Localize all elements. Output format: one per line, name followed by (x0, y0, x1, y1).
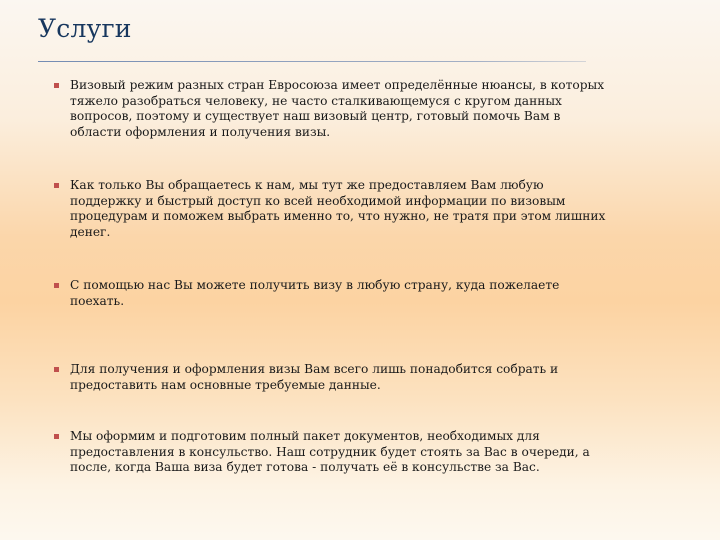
square-bullet-icon (54, 367, 59, 372)
bullet-item-support (54, 178, 614, 240)
bullet-item-documents (54, 429, 614, 476)
bullet-text: Визовый режим разных стран Евросоюза имеет определённые нюансы, в которых тяжело разобраться человеку, не часто сталкивающемуся с кругом данных вопросов, поэтому и существует наш визовый центр, готовый помочь Вам в области оформления и получения визы. (70, 78, 605, 139)
square-bullet-icon (54, 183, 59, 188)
slide-title: Услуги (38, 14, 132, 43)
bullet-text: С помощью нас Вы можете получить визу в любую страну, куда пожелаете поехать. (70, 278, 560, 308)
bullet-text: Как только Вы обращаетесь к нам, мы тут же предоставляем Вам любую поддержку и быстрый доступ ко всей необходимой информации по визовым процедурам и поможем выбрать именно то, что нужно, не тратя при этом лишних денег. (70, 178, 606, 239)
bullet-text: Для получения и оформления визы Вам всего лишь понадобится собрать и предоставить нам основные требуемые данные. (70, 362, 559, 392)
square-bullet-icon (54, 434, 59, 439)
bullet-item-visa-regime (54, 78, 614, 140)
square-bullet-icon (54, 283, 59, 288)
bullet-item-any-country (54, 278, 614, 309)
title-divider (38, 61, 586, 62)
bullet-item-required-data (54, 362, 614, 393)
square-bullet-icon (54, 83, 59, 88)
bullet-text: Мы оформим и подготовим полный пакет документов, необходимых для предоставления в консульство. Наш сотрудник будет стоять за Вас в очереди, а после, когда Ваша виза будет готова - получать её в консульстве за Вас. (70, 429, 590, 475)
